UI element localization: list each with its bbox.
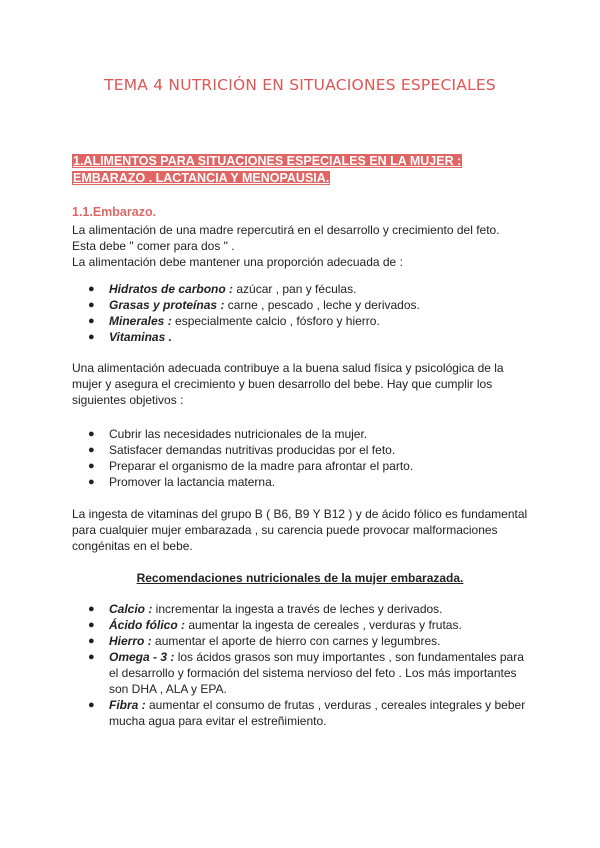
list-item — [72, 281, 532, 297]
section-heading-text: 1.ALIMENTOS PARA SITUACIONES ESPECIALES EN LA MUJER : EMBARAZO . LACTANCIA Y MENOPAUSIA. — [73, 154, 462, 185]
item-text: Cubrir las necesidades nutricionales de la mujer. — [109, 427, 368, 441]
objectives-paragraph: Una alimentación adecuada contribuye a la buena salud física y psicológica de la mujer y asegura el crecimiento y buen desarrollo del bebe. Hay que cumplir los siguientes objetivos : — [72, 361, 504, 407]
bullet-icon: ● — [88, 283, 95, 295]
section-heading — [72, 153, 532, 187]
bullet-icon: ● — [88, 444, 95, 456]
recommendations-list — [72, 601, 532, 729]
intro-line: La alimentación de una madre repercutirá en el desarrollo y crecimiento del feto. — [72, 223, 500, 237]
item-text: incrementar la ingesta a través de leches y derivados. — [152, 602, 443, 616]
item-text: azúcar , pan y féculas. — [233, 282, 357, 296]
item-text: aumentar el consumo de frutas , verduras , cereales integrales y beber mucha agua para evitar el estreñimiento. — [109, 698, 526, 728]
intro-paragraph — [72, 222, 532, 270]
item-text: Promover la lactancia materna. — [109, 475, 276, 489]
list-item — [72, 329, 532, 345]
bullet-icon: ● — [88, 476, 95, 488]
proportion-list — [72, 281, 532, 345]
item-term: Ácido fólico : — [109, 618, 185, 632]
intro-line: La alimentación debe mantener una proporción adecuada de : — [72, 255, 403, 269]
list-item — [72, 601, 532, 617]
list-item — [72, 697, 532, 729]
item-term: Hidratos de carbono : — [109, 282, 234, 296]
bullet-icon: ● — [88, 315, 95, 327]
item-text: especialmente calcio , fósforo y hierro. — [171, 314, 380, 328]
item-text: carne , pescado , leche y derivados. — [224, 298, 420, 312]
bullet-icon: ● — [88, 331, 95, 343]
item-term: Vitaminas . — [109, 330, 172, 344]
bullet-icon: ● — [88, 651, 95, 663]
item-term: Hierro : — [109, 634, 152, 648]
bullet-icon: ● — [88, 299, 95, 311]
bullet-icon: ● — [88, 619, 95, 631]
bullet-icon: ● — [88, 699, 95, 711]
item-term: Fibra : — [109, 698, 146, 712]
item-text: Preparar el organismo de la madre para afrontar el parto. — [109, 459, 414, 473]
subsection-heading: 1.1.Embarazo. — [72, 205, 157, 219]
item-text: Satisfacer demandas nutritivas producidas por el feto. — [109, 443, 396, 457]
bullet-icon: ● — [88, 460, 95, 472]
bullet-icon: ● — [88, 428, 95, 440]
item-term: Omega - 3 : — [109, 650, 175, 664]
list-item — [72, 649, 532, 697]
list-item — [72, 458, 532, 474]
list-item — [72, 313, 532, 329]
list-item — [72, 633, 532, 649]
item-text: aumentar la ingesta de cereales , verduras y frutas. — [185, 618, 462, 632]
item-term: Minerales : — [109, 314, 172, 328]
recommendations-heading: Recomendaciones nutricionales de la mujer embarazada. — [136, 571, 464, 585]
list-item — [72, 617, 532, 633]
item-term: Calcio : — [109, 602, 153, 616]
item-text: aumentar el aporte de hierro con carnes y legumbres. — [151, 634, 441, 648]
intro-line: Esta debe " comer para dos " . — [72, 239, 235, 253]
objectives-list — [72, 426, 532, 490]
list-item — [72, 442, 532, 458]
bullet-icon: ● — [88, 635, 95, 647]
list-item — [72, 297, 532, 313]
vitamins-paragraph: La ingesta de vitaminas del grupo B ( B6, B9 Y B12 ) y de ácido fólico es fundamental para cualquier mujer embarazada , su carencia puede provocar malformaciones congénitas en el bebe. — [72, 507, 528, 553]
item-text: los ácidos grasos son muy importantes , son fundamentales para el desarrollo y formación del sistema nervioso del feto . Los más importantes son DHA , ALA y EPA. — [109, 650, 524, 696]
list-item — [72, 426, 532, 442]
list-item — [72, 474, 532, 490]
page-title: TEMA 4 NUTRICIÓN EN SITUACIONES ESPECIALES — [104, 76, 496, 94]
item-term: Grasas y proteínas : — [109, 298, 225, 312]
bullet-icon: ● — [88, 603, 95, 615]
